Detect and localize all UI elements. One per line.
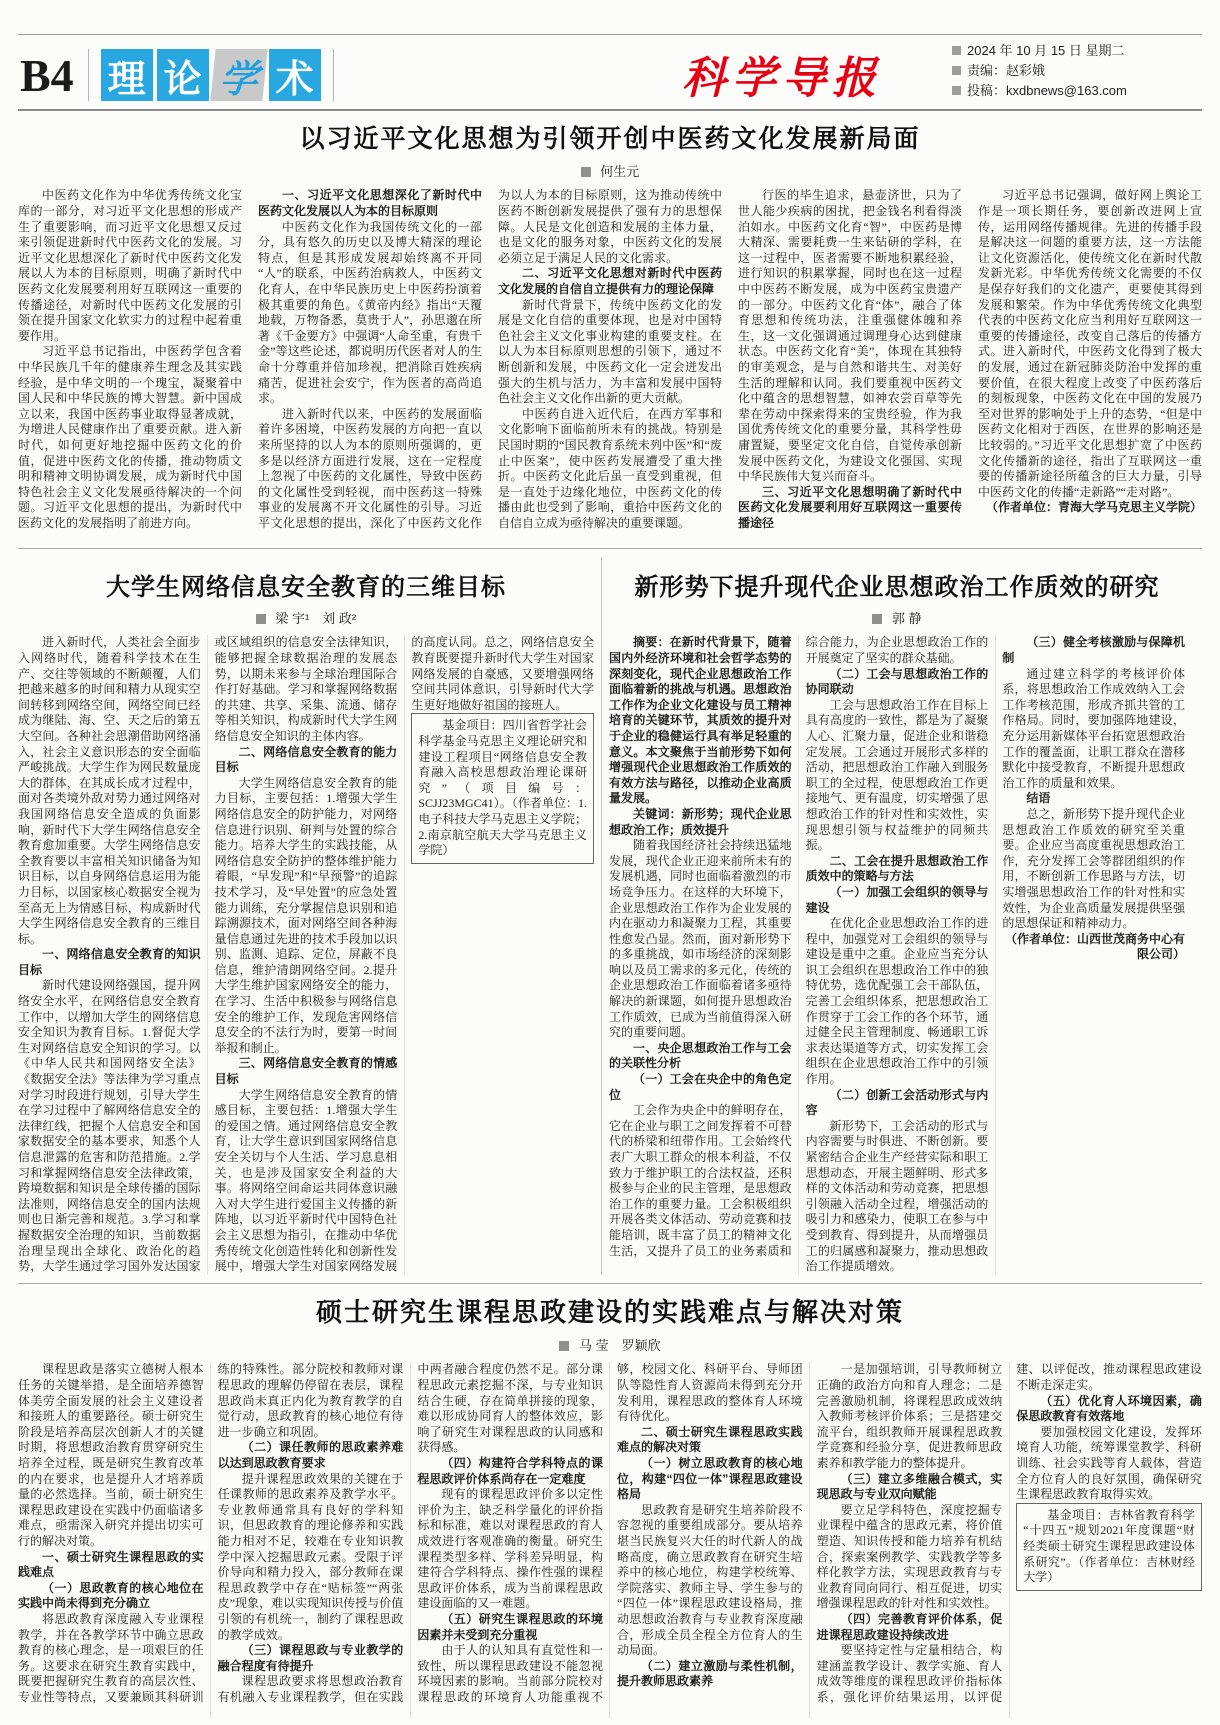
body-paragraph: 工会与思想政治工作在目标上具有高度的一致性，都是为了凝聚人心、汇聚力量，促进企业和谐稳定发展。工会通过开展形式多样的活动，把思想政治工作融入到服务职工的全过程，使思想政治工作更接地气、更有温度，切实增强了思想政治工作的针对性和实效性，实现思想引领与权益维护的同频共振。 xyxy=(805,697,989,853)
section-logo-char: 学 xyxy=(210,49,267,101)
article-byline xyxy=(18,1335,1202,1354)
article-body xyxy=(18,188,1202,540)
body-paragraph: 大学生网络信息安全教育的情感目标，主要包括：1.增强大学生的爱国之情。通过网络信息安全教育，让大学生意识到国家网络信息安全关切与个人生活、学习息息相关，也是涉及国家安全利益的大事。将网络空间命运共同体意识融入对大学生进行爱国主义传播的新阵地，以习近平新时代中国特色社会主义思想为指引，在推动中华优秀传统文化创造性转化和创新性发展中，增强大学生对国家网络发展的高度认同。总之，网络信息安全教育既要提升新时代大学生对国家网络发展的自豪感，又要增强网络空间共同体意识，引导新时代大学生更好地做好祖国的接班人。 xyxy=(214,635,594,1274)
body-paragraph: 总之，新形势下提升现代企业思想政治工作质效的研究至关重要。企业应当高度重视思想政治工作，充分发挥工会等群团组织的作用，不断创新工作思路与方法，切实增强思想政治工作的针对性和实效性，为企业高质量发展提供坚强的思想保证和精神动力。 xyxy=(1002,806,1185,931)
fund-note: 基金项目：吉林省教育科学“十四五”规划2021年度课题“财经类硕士研究生课程思政建设体系研究”。（作者单位：吉林财经大学） xyxy=(1016,1503,1202,1591)
article-title: 以习近平文化思想为引领开创中医药文化发展新局面 xyxy=(299,125,921,154)
bullet-square-icon xyxy=(952,46,961,55)
bullet-square-icon xyxy=(952,66,961,75)
publication-info xyxy=(952,41,1202,101)
section-logo-char: 术 xyxy=(269,49,321,101)
sub-subhead: （一）加强工会组织的领导与建设 xyxy=(805,884,989,915)
body-paragraph: 中医药文化作为我国传统文化的一部分，具有悠久的历史以及博大精深的理论特点，但是其形成发展却始终离不开同“人”的联系，中医药治病救人，中医药文化育人，在中华民族历史上中医药扮演着极其重要的角色。《黄帝内经》指出“天覆地载，万物备悉，莫贵于人”，孙思邈在所著《千金要方》中强调“人命至重，有贵千金”等这些论述，都说明历代医者对人的生命十分尊重并倍加珍视，把消除百姓疾病痛苦，促进社会安宁，作为医者的高尚追求。 xyxy=(258,219,482,406)
middle-row xyxy=(18,557,1202,1275)
edition-number: B4 xyxy=(20,50,74,102)
article-title: 硕士研究生课程思政建设的实践难点与解决对策 xyxy=(315,1297,904,1328)
article-title: 大学生网络信息安全教育的三维目标 xyxy=(106,574,506,602)
page-header xyxy=(18,41,1202,111)
sub-subhead: （三）课程思政与专业教学的融合程度有待提升 xyxy=(217,1643,404,1673)
section-subhead: 二、硕士研究生课程思政实践难点的解决对策 xyxy=(616,1424,803,1455)
sub-subhead: （三）建立多维融合模式，实现思政与专业双向赋能 xyxy=(816,1471,1003,1502)
masthead-logo: 科学导报 xyxy=(682,54,882,104)
section-subhead: 二、习近平文化思想对新时代中医药文化发展的自信自立提供有力的理论保障 xyxy=(498,266,722,296)
body-paragraph: 进入新时代以来，中医药的发展面临着许多困境，中医药发展的方向把一直以来所坚持的以人为本的原则所强调的，更多是以经济方面进行发展，这在一定程度上忽视了中医药的文化属性，导致中医药的文化属性受到轻视，而中医药这一特殊事业的发展离不开文化属性的引导。习近平文化思想的提出，深化了中医药文化作为以人为本的目标原则，这为推动传统中医药不断创新发展提供了强有力的思想保障。人民是文化创造和发展的主体力量，也是文化的服务对象，中医药文化的发展必须立足于满足人民的文化需求。 xyxy=(258,188,722,530)
body-paragraph: 中医药文化作为中华优秀传统文化宝库的一部分，对习近平文化思想的形成产生了重要影响，而习近平文化思想又反过来引领促进新时代中医药文化的发展。习近平文化思想深化了新时代中医药文化发展以人为本的目标原则，明确了新时代中医药文化发展要利用好互联网这一重要的传播途径，对新时代中医药文化发展的引领在提升国家文化软实力的过程中起着重要作用。 xyxy=(18,188,242,343)
abstract-paragraph: 摘要：在新时代背景下，随着国内外经济环境和社会哲学态势的深刻变化，现代企业思想政治工作面临着新的挑战与机遇。思想政治工作作为企业文化建设与员工精神培育的关键环节，其质效的提升对于企业的稳健运行具有举足轻重的意义。本文聚焦于当前形势下如何增强现代企业思想政治工作质效的有效方法与路径，以推动企业高质量发展。 xyxy=(609,635,792,806)
byline-square-icon xyxy=(559,1341,569,1351)
body-paragraph: 课程思政是落实立德树人根本任务的关键举措，是全面培养德智体美劳全面发展的社会主义建设者和接班人的重要路径。硕士研究生阶段是培养高层次创新人才的关键时期，将思想政治教育贯穿研究生培养全过程，既是研究生教育改革的内在要求，也是提升人才培养质量的必然选择。当前，硕士研究生课程思政建设在实践中仍面临诸多难点，亟需深入研究并提出切实可行的解决对策。 xyxy=(18,1362,204,1548)
publication-date: 2024 年 10 月 15 日 星期二 xyxy=(952,41,1202,61)
header-top-rule xyxy=(18,34,1202,35)
author-name: 马 莹 罗颖欣 xyxy=(579,1338,661,1354)
section-subhead: 一、网络信息安全教育的知识目标 xyxy=(18,947,201,977)
body-paragraph: 在优化企业思想政治工作的进程中，加强党对工会组织的领导与建设是重中之重。企业应当充分认识工会组织在思想政治工作中的独特优势，选优配强工会干部队伍，完善工会组织体系，把思想政治工作贯穿于工会工作的各个环节，通过健全民主管理制度、畅通职工诉求表达渠道等方式，切实发挥工会组织在企业思想政治工作中的引领作用。 xyxy=(805,916,989,1087)
article-byline xyxy=(609,608,1185,627)
article-byline xyxy=(18,161,1202,180)
article-bottom xyxy=(18,1292,1202,1718)
sub-subhead: （一）思政教育的核心地位在实践中尚未得到充分确立 xyxy=(18,1580,204,1611)
section-divider xyxy=(18,548,1202,549)
body-paragraph: 思政教育是研究生培养阶段不容忽视的重要组成部分。要从培养堪当民族复兴大任的时代新人的战略高度，确立思政教育在研究生培养中的核心地位，构建学校统筹、学院落实、教师主导、学生参与的“四位一体”课程思政建设格局，推动思想政治教育与专业教育深度融合，形成全员全程全方位育人的生动局面。 xyxy=(616,1502,803,1658)
byline-square-icon xyxy=(581,167,591,177)
section-divider xyxy=(18,1283,1202,1284)
section-subhead: 三、习近平文化思想明确了新时代中医药文化发展要利用好互联网这一重要传播途径 xyxy=(738,484,962,530)
byline-square-icon xyxy=(872,614,882,624)
section-subhead: 一、习近平文化思想深化了新时代中医药文化发展以人为本的目标原则 xyxy=(258,188,482,219)
section-logo-char: 理 xyxy=(101,49,153,101)
body-paragraph: 进入新时代，人类社会全面步入网络时代，随着科学技术在生产、交往等领域的不断颠覆，人们把越来越多的时间和精力从现实空间转移到网络空间，网络空间已经成为继陆、海、空、天之后的第五大空间。各种社会思潮借助网络涌入，社会主义意识形态的安全面临严峻挑战。大学生作为网民数量庞大的群体，在其成长成才过程中，面对各类境外敌对势力通过网络对我国网络信息安全造成的负面影响，新时代下大学生网络信息安全教育愈加重要。大学生网络信息安全教育要以丰富相关知识储备为知识目标，以自身网络信息运用为能力目标，以国家核心数据安全视为至高无上为情感目标，构成新时代大学生网络信息安全教育的三维目标。 xyxy=(18,635,201,946)
section-subhead: 一、央企思想政治工作与工会的关联性分析 xyxy=(609,1040,792,1071)
body-paragraph: 新形势下，工会活动的形式与内容需要与时俱进、不断创新。要紧密结合企业生产经营实际和职工思想动态，开展主题鲜明、形式多样的文体活动和劳动竞赛，把思想引领融入活动全过程，增强活动的吸引力和感染力，使职工在参与中受到教育、得到提升，从而增强员工的归属感和凝聚力，推动思想政治工作提质增效。 xyxy=(805,1118,989,1274)
section-subhead: 三、网络信息安全教育的情感目标 xyxy=(214,1056,398,1087)
author-name: 何生元 xyxy=(600,164,640,180)
sub-subhead: （二）工会与思想政治工作的协同联动 xyxy=(805,666,989,697)
sub-subhead: （五）优化育人环境因素，确保思政教育有效落地 xyxy=(1016,1393,1202,1424)
sub-subhead: （三）健全考核激励与保障机制 xyxy=(1002,635,1185,666)
section-subhead: 二、网络信息安全教育的能力目标 xyxy=(214,744,398,775)
author-affiliation: （作者单位：山西世茂商务中心有限公司） xyxy=(1004,931,1185,962)
body-paragraph: 提升课程思政效果的关键在于任课教师的思政素养及教学水平。专业教师通常具有良好的学科知识，但思政教育的理论修养和实践能力相对不足，较难在专业知识教学中深入挖掘思政元素。受限于评价导向和精力投入，部分教师在课程思政教学中存在“贴标签”“两张皮”现象，难以实现知识传授与价值引领的有机统一，制约了课程思政的教学成效。 xyxy=(217,1471,404,1642)
byline-square-icon xyxy=(256,614,266,624)
body-paragraph: 工会作为央企中的鲜明存在，它在企业与职工之间发挥着不可替代的桥梁和纽带作用。工会始终代表广大职工群众的根本利益，不仅致力于维护职工的合法权益，还积极参与企业的民主管理，是思想政治工作的重要力量。工会积极组织开展各类文体活动、劳动竞赛和技能培训，既丰富了员工的精神文化生活，又提升了员工的业务素质和综合能力，为企业思想政治工作的开展奠定了坚实的群众基础。 xyxy=(609,635,989,1258)
body-paragraph: 要坚持定性与定量相结合，构建涵盖教学设计、教学实施、育人成效等维度的课程思政评价指标体系，强化评价结果运用，以评促建、以评促改，推动课程思政建设不断走深走实。 xyxy=(816,1362,1202,1704)
body-paragraph: 现有的课程思政评价多以定性评价为主，缺乏科学量化的评价指标和标准，难以对课程思政的育人成效进行客观准确的衡量。研究生课程类型多样、学科差异明显，构建符合学科特点、操作性强的课程思政评价体系，成为当前课程思政建设面临的又一难题。 xyxy=(417,1487,603,1611)
body-paragraph: 新时代建设网络强国，提升网络安全水平，在网络信息安全教育工作中，以增加大学生的网络信息安全知识为教育目标。1.督促大学生对网络信息安全知识的学习。以《中华人民共和国网络安全法》《数据安全法》等法律为学习重点对学习时段进行规划，引导大学生在学习过程中了解网络信息安全的法律红线，把握个人信息安全和国家数据安全的基本要求，知悉个人信息泄露的危害和防范措施。2.学习和掌握网络信息安全法律政策，跨境数据和知识是全球传播的国际法准则，网络信息安全的国内法规则也日渐完善和规范。3.学习和掌握数据安全治理的知识，当前数据治理呈现出全球化、政治化的趋势，大学生通过学习国外发达国家或区域组织的信息安全法律知识，能够把握全球数据治理的发展态势，以期未来参与全球治理国际合作打好基础。学习和掌握网络数据的共建、共享、采集、流通、储存等相关知识，构成新时代大学生网络信息安全知识的主体内容。 xyxy=(18,635,398,1274)
article-body xyxy=(18,1362,1202,1718)
body-paragraph: 新时代背景下，传统中医药文化的发展是文化自信的重要体现，也是对中国特色社会主义文化事业构建的重要支柱。在以人为本目标原则思想的引领下，通过不断创新和发展，中医药文化一定会迸发出强大的生机与活力，为丰富和发展中国特色社会主义文化作出新的更大贡献。 xyxy=(498,297,722,406)
article-body xyxy=(18,635,594,1275)
article-top xyxy=(18,119,1202,540)
sub-subhead: （二）创新工会活动形式与内容 xyxy=(805,1087,989,1118)
keywords-line: 关键词：新形势；现代企业思想政治工作；质效提升 xyxy=(609,806,792,837)
sub-subhead: （四）完善教育评价体系，促进课程思政建设持续改进 xyxy=(816,1611,1003,1642)
body-paragraph: 要加强校园文化建设，发挥环境育人功能，统筹课堂教学、科研训练、社会实践等育人载体，营造全方位育人的良好氛围，确保研究生课程思政教育取得实效。 xyxy=(1016,1424,1202,1502)
sub-subhead: （一）工会在央企中的角色定位 xyxy=(609,1072,792,1102)
body-paragraph: 课程思政要求将思想政治教育有机融入专业课程教学，但在实践中两者融合程度仍然不足。部分课程思政元素挖掘不深，与专业知识结合生硬，存在简单拼接的现象，难以形成协同育人的整体效应，影响了研究生对课程思政的认同感和获得感。 xyxy=(217,1362,603,1704)
body-paragraph: 习近平总书记指出，中医药学包含着中华民族几千年的健康养生理念及其实践经验，是中华文明的一个瑰宝，凝聚着中国人民和中华民族的博大智慧。新中国成立以来，我国中医药事业取得显著成就，为增进人民健康作出了重要贡献。进入新时代，如何更好地挖掘中医药文化的价值，促进中医药文化的传播，推动物质文明和精神文明协调发展，成为新时代中国特色社会主义文化发展亟待解决的一个问题。习近平文化思想的提出，为新时代中医药文化的发展指明了前进方向。 xyxy=(18,344,242,530)
section-subhead: 结语 xyxy=(1026,791,1051,806)
article-byline xyxy=(18,608,594,627)
body-paragraph: 中医药自进入近代后，在西方军事和文化影响下面临前所未有的挑战。特别是民国时期的“国民教育系统未列中医”和“废止中医案”，使中医药发展遭受了重大挫折。中医药文化此后虽一直受到重视，但是一直处于边缘化地位，中医药文化的传播由此也受到了影响，重拾中医药文化的自信自立成为亟待解决的重要课题。 xyxy=(498,406,722,530)
body-paragraph: 随着我国经济社会持续迅猛地发展，现代企业正迎来前所未有的发展机遇，同时也面临着激烈的市场竞争压力。在这样的大环境下，企业思想政治工作作为企业发展的内在驱动力和凝聚力工程，其重要性愈发凸显。然而，面对新形势下的多重挑战，如市场经济的深刻影响以及员工需求的多元化，传统的企业思想政治工作面临着诸多亟待解决的新课题，如何提升思想政治工作质效，已成为当前值得深入研究的重要问题。 xyxy=(609,838,792,1040)
body-paragraph: 行医的毕生追求，悬壶济世，只为了世人能少疾病的困扰，把金钱名利看得淡泊如水。中医药文化育“智”，中医药是博大精深、需要耗费一生来钻研的学科，在这一过程中，医者需要不断地积累经验，进行知识的积累掌握，同时也在这一过程中中医药不断发展，成为中医药宝贵遗产的一部分。中医药文化育“体”，融合了体育思想和传统功法，注重强健体魄和养生，这一文化强调通过调理身心达到健康状态。中医药文化育“美”，体现在其独特的审美观念，是与自然和谐共生、对美好生活的理解和认同。我们要重视中医药文化中蕴含的思想智慧，如神农尝百草等先辈在劳动中探索得来的宝贵经验，作为我国优秀传统文化的重要分量，其科学性毋庸置疑，要坚定文化自信，自觉传承创新发展中医药文化，为建设文化强国、实现中华民族伟大复兴而奋斗。 xyxy=(738,188,962,484)
sub-subhead: （二）课任教师的思政素养难以达到思政教育要求 xyxy=(217,1440,404,1470)
body-paragraph: 由于人的认知具有直觉性和一致性，所以课程思政建设不能忽视环境因素的影响。当前部分院校对课程思政的环境育人功能重视不够，校园文化、科研平台、导师团队等隐性育人资源尚未得到充分开发利用，课程思政的整体育人环境有待优化。 xyxy=(417,1362,803,1704)
article-body xyxy=(609,635,1185,1275)
body-paragraph: 通过建立科学的考核评价体系，将思想政治工作成效纳入工会工作考核范围，形成齐抓共管的工作格局。同时，要加强阵地建设，充分运用新媒体平台拓宽思想政治工作的覆盖面，让职工群众在潜移默化中接受教育，不断提升思想政治工作的质量和效果。 xyxy=(1002,666,1185,790)
author-name: 梁 宇¹ 刘 政² xyxy=(275,611,357,627)
sub-subhead: （一）树立思政教育的核心地位，构建“四位一体”课程思政建设格局 xyxy=(616,1455,803,1502)
section-subhead: 一、硕士研究生课程思政的实践难点 xyxy=(18,1549,204,1580)
article-mid-right xyxy=(609,557,1185,1275)
body-paragraph: 将思政教育深度融入专业课程教学，并在各教学环节中确立思政教育的核心理念，是一项艰巨的任务。这要求在研究生教育实践中，既要把握研究生教育的高层次性、专业性等特点，又要兼顾其科研训练的特殊性。部分院校和教师对课程思政的理解仍停留在表层，课程思政尚未真正内化为教育教学的自觉行动，思政教育的核心地位有待进一步确立和巩固。 xyxy=(18,1362,404,1704)
author-name: 郭 静 xyxy=(892,611,922,627)
sub-subhead: （二）建立激励与柔性机制，提升教师思政素养 xyxy=(616,1658,803,1689)
bullet-square-icon xyxy=(952,86,961,95)
sub-subhead: （五）研究生课程思政的环境因素并未受到充分重视 xyxy=(417,1611,603,1642)
vertical-divider xyxy=(601,557,602,1275)
body-paragraph: 习近平总书记强调，做好网上舆论工作是一项长期任务，要创新改进网上宣传，运用网络传播规律。先进的传播手段是解决这一问题的重要方法，这一方法能让文化资源活化，使传统文化在新时代散发新光彩。中华优秀传统文化需要的不仅是保存好我们的文化遗产，更要使其得到发展和繁荣。作为中华优秀传统文化典型代表的中医药文化应当利用好互联网这一重要的传播途径，改变自己落后的传播方式。进入新时代，中医药文化得到了极大的发展，通过在新冠肺炎防治中发挥的重要价值，在很大程度上改变了中医药落后的刻板现象，中医药文化在中国的发展乃至对世界的影响处于上升的态势，“但是中医药文化相对于西医，在世界的影响还是比较弱的。”习近平文化思想扩宽了中医药文化传播新的途径，指出了互联网这一重要的传播新途径所蕴含的巨大力量，引导中医药文化的传播“走新路”“走对路”。 xyxy=(978,188,1202,499)
article-mid-left xyxy=(18,557,594,1275)
fund-note: 基金项目：四川省哲学社会科学基金马克思主义理论研究和建设工程项目“网络信息安全教育融入高校思想政治理论课研究”（项目编号：SCJJ23MGC41）。（作者单位：1.电子科技大学马克思主义学院；2.南京航空航天大学马克思主义学院） xyxy=(411,713,594,863)
editor-line: 责编：赵彩娥 xyxy=(952,61,1202,81)
body-paragraph: 一是加强培训，引导教师树立正确的政治方向和育人理念；二是完善激励机制，将课程思政成效纳入教师考核评价体系；三是搭建交流平台，组织教师开展课程思政教学竞赛和经验分享，促进教师思政素养和教学能力的整体提升。 xyxy=(816,1362,1003,1470)
body-paragraph: 要立足学科特色，深度挖掘专业课程中蕴含的思政元素，将价值塑造、知识传授和能力培养有机结合，探索案例教学、实践教学等多样化教学方法，实现思政教育与专业教育同向同行、相互促进，切实增强课程思政的针对性和实效性。 xyxy=(816,1502,1003,1611)
body-paragraph: 大学生网络信息安全教育的能力目标，主要包括：1.增强大学生网络信息安全的防护能力，对网络信息进行识别、研判与处置的综合能力。培养大学生的实践技能，从网络信息安全防护的整体维护能力着眼，“早发现”和“早预警”的追踪技术学习，及“早处置”的应急处置能力训练，充分掌握信息识别和追踪溯源技术，面对网络空间各种海量信息通过先进的技术手段加以识别、监测、追踪、定位，屏蔽不良信息，维护清朗网络空间。2.提升大学生维护国家网络安全的能力，在学习、生活中积极参与网络信息安全的维护工作，发现危害网络信息安全的不法行为时，要第一时间举报和制止。 xyxy=(214,775,398,1055)
section-logo-char: 论 xyxy=(157,49,209,101)
article-title: 新形势下提升现代企业思想政治工作质效的研究 xyxy=(634,574,1160,602)
author-affiliation: （作者单位：青海大学马克思主义学院） xyxy=(985,500,1202,515)
section-logo xyxy=(88,49,334,101)
submission-email-line: 投稿：kxdbnews@163.com xyxy=(952,81,1202,101)
sub-subhead: （四）构建符合学科特点的课程思政评价体系尚存在一定难度 xyxy=(417,1455,603,1486)
section-subhead: 二、工会在提升思想政治工作质效中的策略与方法 xyxy=(805,853,989,884)
